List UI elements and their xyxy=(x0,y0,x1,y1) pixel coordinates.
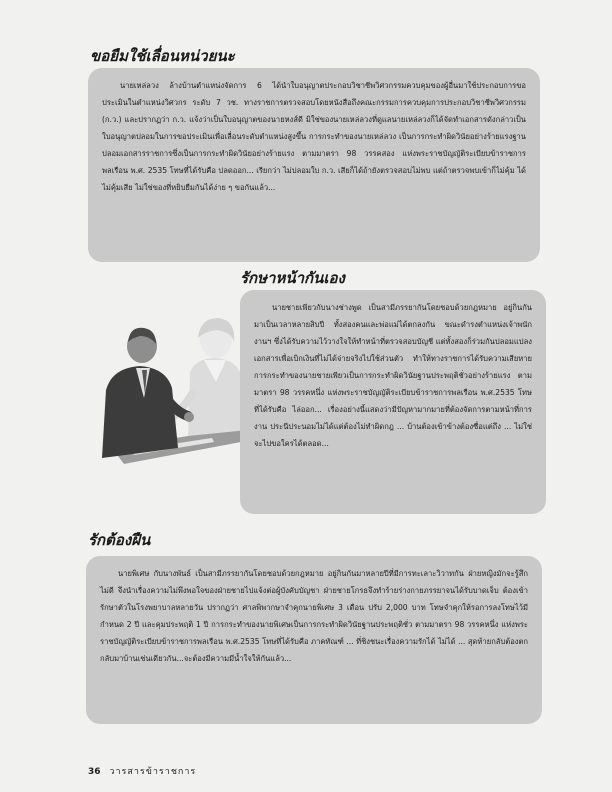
section-1-heading: ขอยืมใช้เลื่อนหน่วยนะ xyxy=(90,47,235,65)
section-3-heading: รักต้องฝืน xyxy=(88,531,151,549)
section-3-paragraph: นายพิเศษ กับนางพันธ์ เป็นสามีภรรยากันโดยชอบด้วยกฎหมาย อยู่กินกันมาหลายปีที่มีการทะเลาะวิวาทกัน ฝ่ายหญิงมักจะรู้สึกไม่ดี จึงนำเรื่องความไม่พึงพอใจของฝ่ายชายไปแจ้งต่อผู้บังคับบัญชา ฝ่ายชายโกรธจึงทำร้ายร่างกายภรรยาจนได้รับบาดเจ็บ ต้องเข้ารักษาตัวในโรงพยาบาลหลายวัน ปรากฏว่า ศาลพิพากษาจำคุกนายพิเศษ 3 เดือน ปรับ 2,000 บาท โทษจำคุกให้รอการลงโทษไว้มีกำหนด 2 ปี และคุมประพฤติ 1 ปี การกระทำของนายพิเศษเป็นการกระทำผิดวินัยฐานประพฤติชั่ว ตามมาตรา 98 วรรคหนึ่ง แห่งพระราชบัญญัติระเบียบข้าราชการพลเรือน พ.ศ.2535 โทษที่ได้รับคือ ภาคทัณฑ์ ... ที่ชิงชนะเรื่องความรักได้ ไม่ได้ ... สุดท้ายกลับต้องตกกลับมาบ้านเช่นเดียวกัน...จะต้องมีความมีน้ำใจให้กันแล้ว... xyxy=(100,569,528,663)
section-2-paragraph: นายชายเพียวกับนางช่างพูด เป็นสามีภรรยากันโดยชอบด้วยกฎหมาย อยู่กินกันมาเป็นเวลาหลายสิบปี ทั้งสองคนและพ่อแม่ได้ตกลงกัน ขณะดำรงตำแหน่งเจ้าพนักงานฯ ซึ่งได้รับความไว้วางใจให้ทำหน้าที่ตรวจสอบบัญชี แต่ทั้งสองก็ร่วมกันปลอมแปลงเอกสารเพื่อเบิกเงินที่ไม่ได้จ่ายจริงไปใช้ส่วนตัว ทำให้ทางราชการได้รับความเสียหาย การกระทำของนายชายเพียวเป็นการกระทำผิดวินัยฐานประพฤติชั่วอย่างร้ายแรง ตามมาตรา 98 วรรคหนึ่ง แห่งพระราชบัญญัติระเบียบข้าราชการพลเรือน พ.ศ.2535 โทษที่ได้รับคือ ไล่ออก... เรื่องอย่างนี้แสดงว่ามีปัญหามากมายที่ต้องจัดการตามหน้าที่การงาน ประนีประนอมไม่ได้แต่ต้องไม่ทำผิดกฎ ... บ้านต้องเข้าข้างต้องซื่อแต่ถึง ... ไม่ใช่จะไปขอใครได้ตลอด... xyxy=(254,303,532,448)
section-1-box xyxy=(88,68,540,262)
section-2-heading: รักษาหน้ากันเอง xyxy=(240,269,345,287)
section-3-box xyxy=(86,556,542,724)
meeting-illustration-icon xyxy=(92,298,264,476)
page-footer xyxy=(88,764,196,778)
publication-name: วารสารข้าราชการ xyxy=(109,767,197,777)
page-number: 36 xyxy=(88,767,101,777)
section-2-box xyxy=(240,290,546,514)
section-1-paragraph: นายเหล่ลวง ล้างบ้านตำแหน่งจัดการ 6 ได้นำใบอนุญาตประกอบวิชาชีพวิศวกรรมควบคุมของผู้อื่นมาใช้ประกอบการขอประเมินในตำแหน่งวิศวกร ระดับ 7 วช. ทางราชการตรวจสอบโดยหนังสือถึงคณะกรรมการควบคุมการประกอบวิชาชีพวิศวกรรม (ก.ว.) และปรากฏว่า ก.ว. แจ้งว่าเป็นใบอนุญาตของนายหงส์ดี มิใช่ของนายเหล่ลวงที่ดูแลนายเหล่ลวงก็ได้จัดทำเอกสารดังกล่าวเป็นใบอนุญาตปลอมในการขอประเมินเพื่อเลื่อนระดับตำแหน่งสูงขึ้น การกระทำของนายเหล่ลวง เป็นการกระทำผิดวินัยอย่างร้ายแรงฐานปลอมเอกสารราชการซึ่งเป็นการกระทำผิดวินัยอย่างร้ายแรง ตามมาตรา 98 วรรคสอง แห่งพระราชบัญญัติระเบียบข้าราชการพลเรือน พ.ศ. 2535 โทษที่ได้รับคือ ปลดออก... เรียกว่า ไม่ปลอมใบ ก.ว. เสียก็ได้ถ้ายังตรวจสอบไม่พบ แต่ถ้าตรวจพบเข้าก็ไม่คุ้ม ได้ไม่คุ้มเสีย ไม่ใช่ของที่หยิบยืมกันได้ง่าย ๆ ขอกันแล้ว... xyxy=(102,81,526,192)
